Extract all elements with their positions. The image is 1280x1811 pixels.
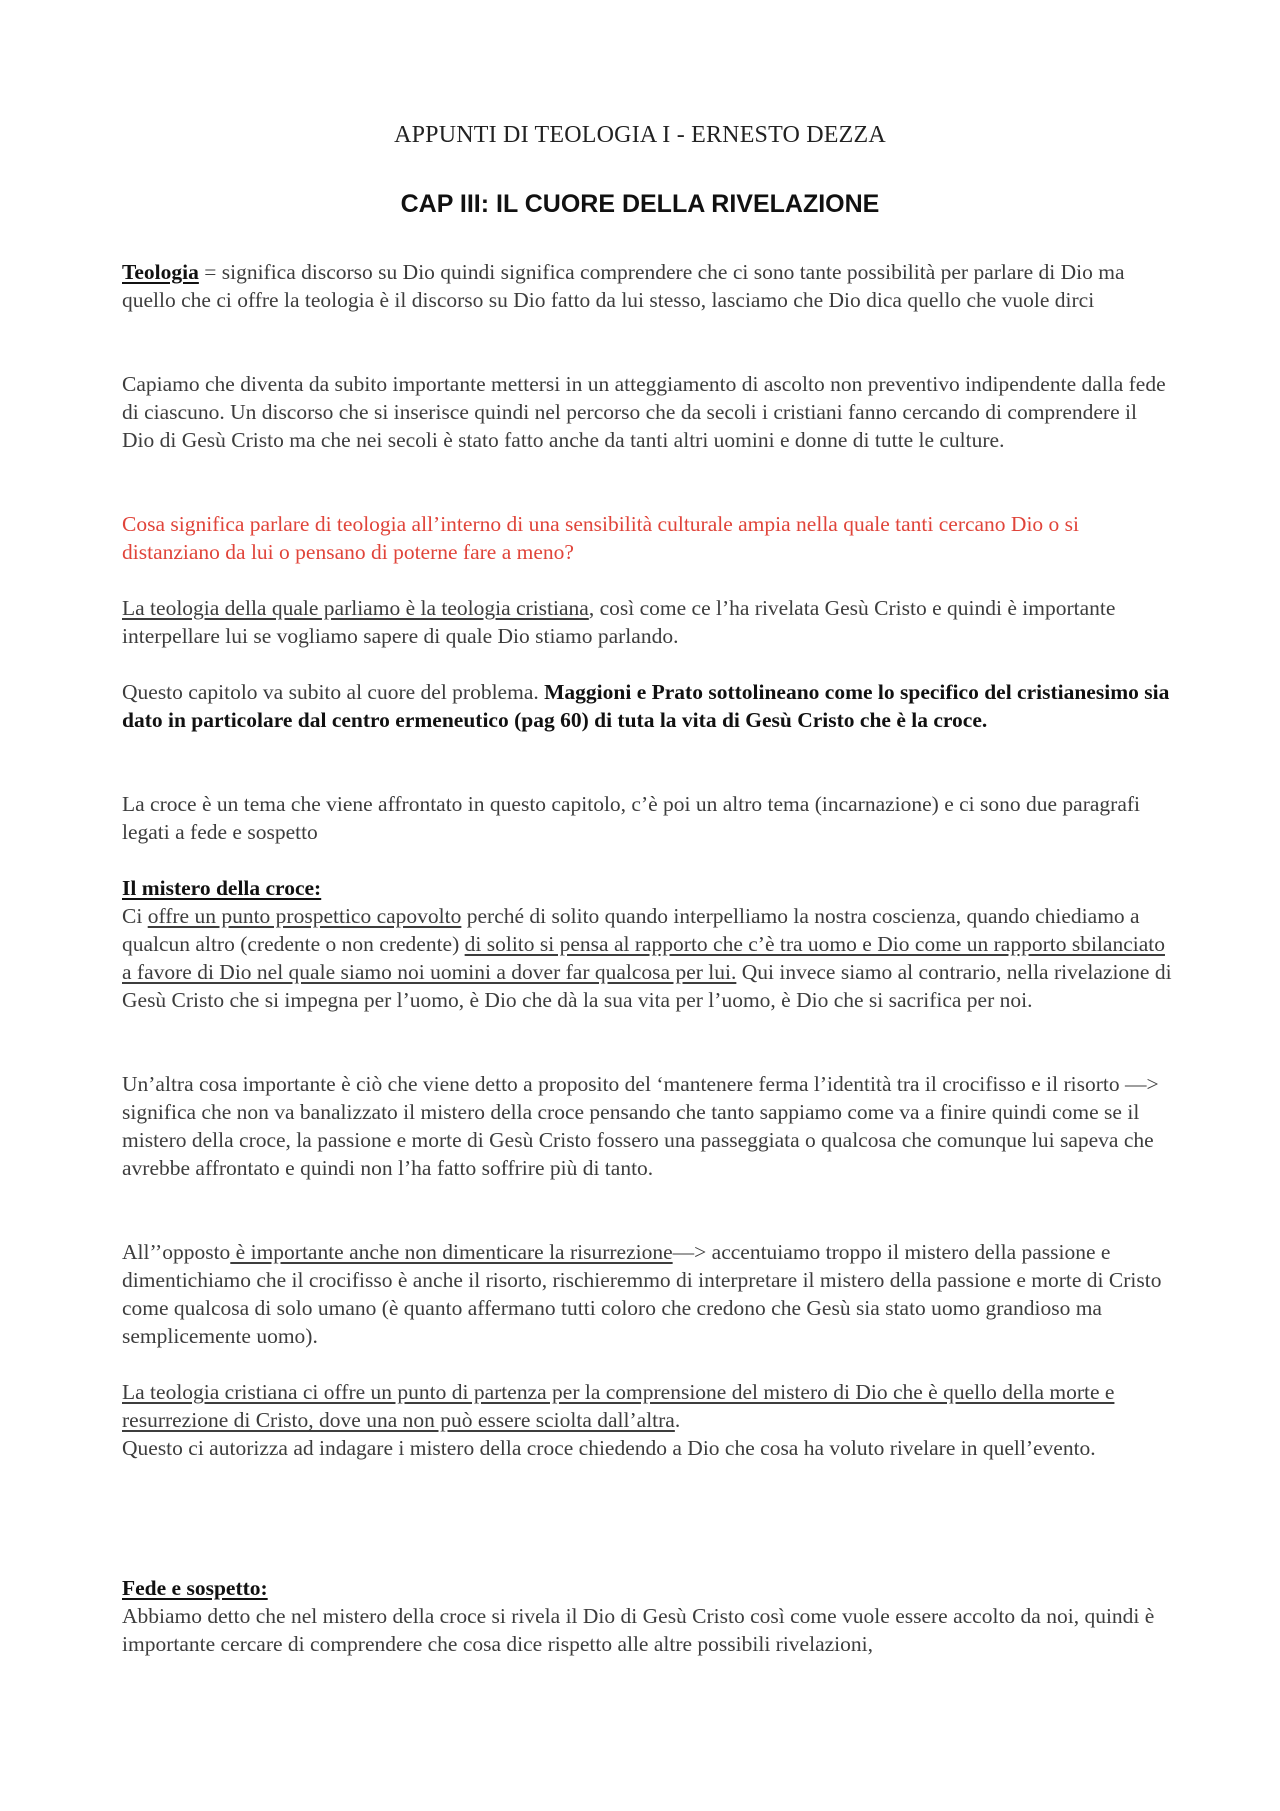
section-fede-sospetto bbox=[122, 1574, 1172, 1658]
paragraph-ascolto bbox=[122, 370, 1172, 454]
term-teologia: Teologia bbox=[122, 260, 199, 284]
section-heading: Il mistero della croce: bbox=[122, 876, 322, 900]
underlined-text: è importante anche non dimenticare la risurrezione bbox=[230, 1240, 673, 1264]
paragraph-text: Abbiamo detto che nel mistero della croce si rivela il Dio di Gesù Cristo così come vuole essere accolto da noi, quindi è importante cercare di comprendere che cosa dice rispetto alle altre possibili rivelazioni, bbox=[122, 1604, 1155, 1656]
paragraph-text: —> accentuiamo troppo il mistero della passione e dimentichiamo che il crocifisso è anche il risorto, rischieremmo di interpretare il mistero della passione e morte di Cristo come qualcosa di solo umano (è quanto affermano tutti coloro che credono che Gesù sia stato uomo grandioso ma semplicemente uomo). bbox=[122, 1240, 1162, 1348]
document-title: APPUNTI DI TEOLOGIA I - ERNESTO DEZZA bbox=[394, 122, 886, 148]
question-text: Cosa significa parlare di teologia all’interno di una sensibilità culturale ampia nella quale tanti cercano Dio o si distanziano da lui o pensano di poterne fare a meno? bbox=[122, 512, 1080, 564]
bold-text: Maggioni e Prato sottolineano come lo specifico del cristianesimo sia dato in particolare dal centro ermeneutico (pag 60) di tuta la vita di Gesù Cristo che è la croce. bbox=[122, 680, 1170, 732]
paragraph-teologia-cristiana bbox=[122, 594, 1172, 650]
underlined-text: offre un punto prospettico capovolto bbox=[147, 904, 462, 928]
paragraph-teologia bbox=[122, 258, 1172, 314]
paragraph-text: Qui invece siamo al contrario, nella rivelazione di Gesù Cristo che si impegna per l’uomo, è Dio che dà la sua vita per l’uomo, è Dio che si sacrifica per noi. bbox=[122, 960, 1172, 1012]
section-mistero-croce bbox=[122, 874, 1172, 1014]
paragraph-question bbox=[122, 510, 1172, 566]
paragraph-risurrezione bbox=[122, 1238, 1172, 1350]
underlined-text: La teologia cristiana ci offre un punto di partenza per la comprensione del mistero di Dio che è quello della morte e resurrezione di Cristo, dove una non può essere sciolta dall’altra bbox=[122, 1380, 1115, 1432]
paragraph-text: All’’opposto bbox=[122, 1240, 231, 1264]
paragraph-identita bbox=[122, 1070, 1172, 1182]
paragraph-text: perché di solito quando interpelliamo la nostra coscienza, quando chiediamo a qualcun altro (credente o non credente) bbox=[122, 904, 1140, 956]
paragraph-text: Un’altra cosa importante è ciò che viene detto a proposito del ‘mantenere ferma l’identità tra il crocifisso e il risorto —> significa che non va banalizzato il mistero della croce pensando che tanto sappiamo come va a finire quindi come se il mistero della croce, la passione e morte di Gesù Cristo fossero una passeggiata o qualcosa che comunque lui sapeva che avrebbe affrontato e quindi non l’ha fatto soffrire più di tanto. bbox=[122, 1072, 1159, 1180]
paragraph-text: , così come ce l’ha rivelata Gesù Cristo e quindi è importante interpellare lui se vogliamo sapere di quale Dio stiamo parlando. bbox=[122, 596, 1116, 648]
paragraph-text: = significa discorso su Dio quindi significa comprendere che ci sono tante possibilità per parlare di Dio ma quello che ci offre la teologia è il discorso su Dio fatto da lui stesso, lasciamo che Dio dica quello che vuole dirci bbox=[122, 260, 1125, 312]
paragraph-text: La croce è un tema che viene affrontato in questo capitolo, c’è poi un altro tema (incarnazione) e ci sono due paragrafi legati a fede e sospetto bbox=[122, 792, 1141, 844]
paragraph-text: . bbox=[674, 1408, 681, 1432]
paragraph-text: Questo capitolo va subito al cuore del problema. bbox=[122, 680, 545, 704]
underlined-text: di solito si pensa al rapporto che c’è tra uomo e Dio come un rapporto sbilanciato a favore di Dio nel quale siamo noi uomini a dover far qualcosa per lui. bbox=[122, 932, 1165, 984]
paragraph-punto-partenza bbox=[122, 1378, 1172, 1462]
paragraph-text: Capiamo che diventa da subito importante mettersi in un atteggiamento di ascolto non preventivo indipendente dalla fede di ciascuno. Un discorso che si inserisce quindi nel percorso che da secoli i cristiani fanno cercando di comprendere il Dio di Gesù Cristo ma che nei secoli è stato fatto anche da tanti altri uomini e donne di tutte le culture. bbox=[122, 372, 1166, 452]
section-heading: Fede e sospetto: bbox=[122, 1576, 268, 1600]
paragraph-text: Questo ci autorizza ad indagare i mistero della croce chiedendo a Dio che cosa ha voluto rivelare in quell’evento. bbox=[122, 1436, 1096, 1460]
paragraph-text: Ci bbox=[122, 904, 148, 928]
chapter-title: CAP III: IL CUORE DELLA RIVELAZIONE bbox=[400, 190, 880, 218]
paragraph-croce-tema bbox=[122, 790, 1172, 846]
underlined-text: La teologia della quale parliamo è la teologia cristiana bbox=[122, 596, 589, 620]
paragraph-capitolo bbox=[122, 678, 1172, 734]
